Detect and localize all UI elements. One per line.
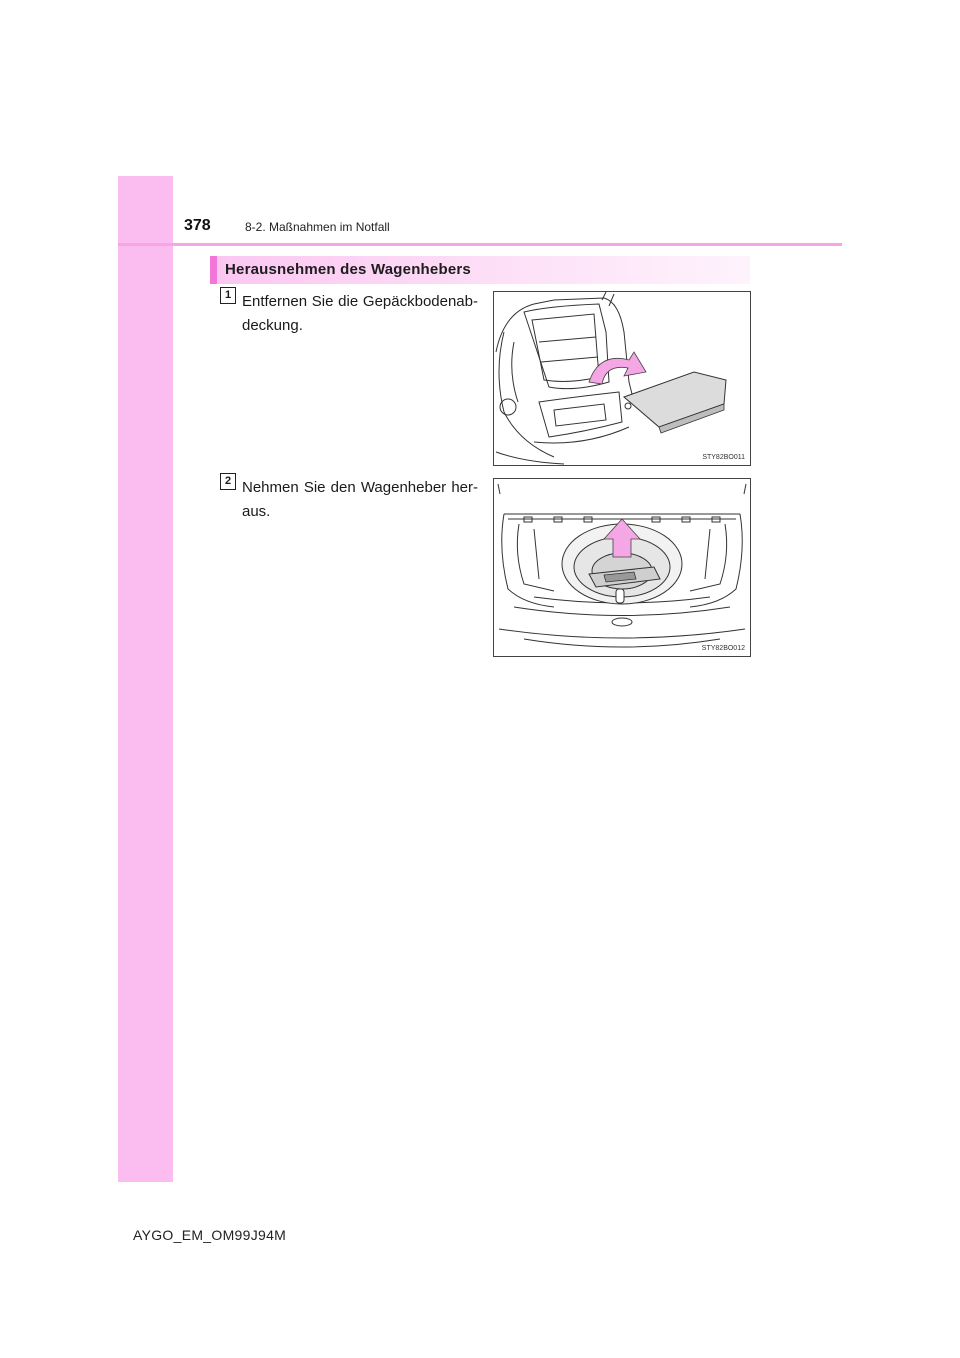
step-number-1: 1	[220, 287, 236, 304]
subheading-title: Herausnehmen des Wagenhebers	[225, 261, 471, 278]
header-rule	[118, 243, 842, 246]
figure-code-2: STY82BO012	[701, 645, 745, 652]
spare-wheel-well-illustration	[494, 479, 750, 656]
step-text-1: Entfernen Sie die Gepäckbodenab-deckung.	[242, 293, 478, 334]
document-code: AYGO_EM_OM99J94M	[133, 1227, 287, 1243]
section-title: 8-2. Maßnahmen im Notfall	[245, 220, 390, 234]
step-number-2: 2	[220, 473, 236, 490]
trunk-open-illustration	[494, 292, 750, 465]
page-number: 378	[184, 217, 211, 234]
figure-remove-floor-cover	[493, 291, 751, 466]
figure-code-1: STY82BO011	[702, 454, 745, 461]
step-text-2: Nehmen Sie den Wagenheber her-aus.	[242, 479, 478, 520]
side-color-band	[118, 176, 173, 1182]
figure-take-out-jack	[493, 478, 751, 657]
subheading-accent-bar	[210, 256, 217, 284]
subheading-banner	[210, 256, 750, 284]
